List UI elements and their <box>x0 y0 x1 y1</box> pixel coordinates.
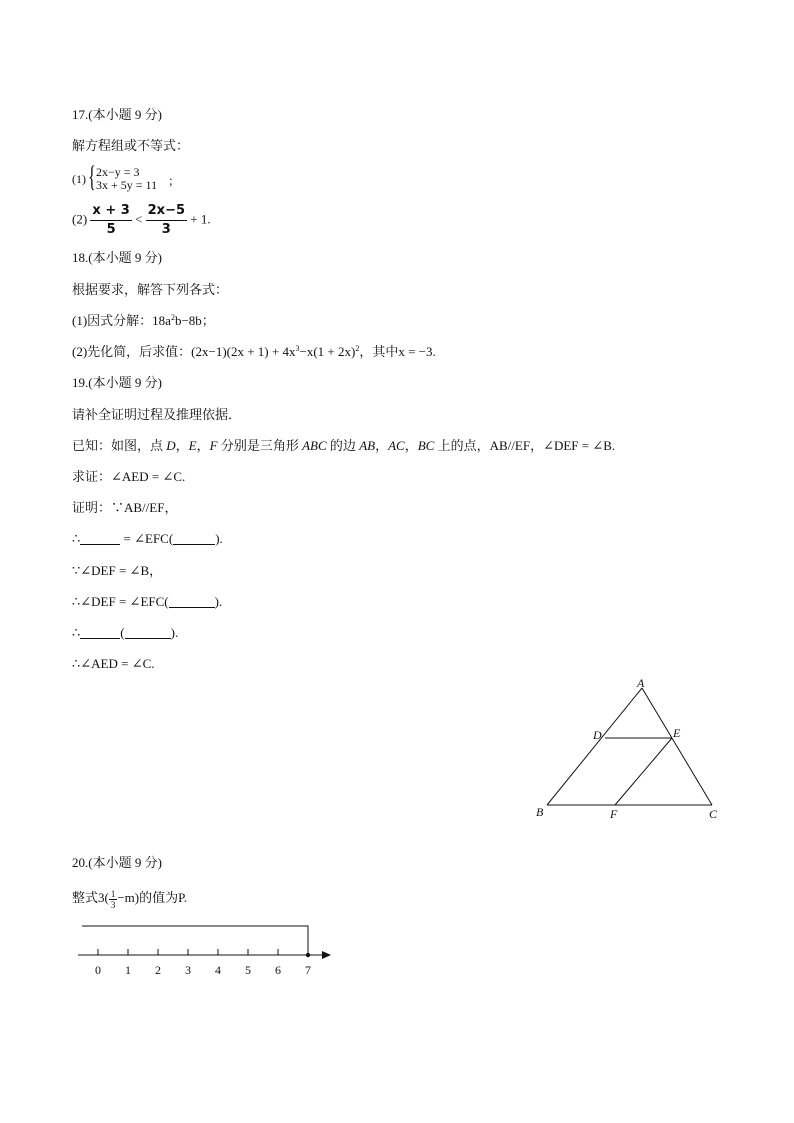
q20-text-a: 整式3( <box>72 890 109 905</box>
therefore-icon: ∴ <box>72 625 81 640</box>
q18-instruction: 根据要求，解答下列各式： <box>72 282 229 297</box>
q17-fraction-2-denominator: 3 <box>161 222 171 237</box>
q17-header: 17.(本小题 9 分) <box>72 107 162 122</box>
label-f: F <box>610 807 618 821</box>
segment-ef <box>615 738 672 805</box>
q17-inequality <box>72 202 211 239</box>
number-line-tick-label: 0 <box>95 963 101 977</box>
q19-step3-text: ∴∠DEF = ∠EFC( <box>72 594 169 609</box>
q20-text-b: −m)的值为P. <box>117 890 188 905</box>
q19-step1-text: = ∠EFC( <box>120 531 174 546</box>
q18-part2-exponent-2: 2 <box>355 344 360 353</box>
q20-fraction-numerator: 1 <box>110 888 116 899</box>
q19-prove: 求证：∠AED = ∠C. <box>72 469 186 484</box>
q17-eq2: 3x + 5y = 11 <box>96 178 158 192</box>
q19-given-comma: ， <box>175 438 189 453</box>
number-line-tick-label: 3 <box>185 963 191 977</box>
side-ac <box>642 688 712 805</box>
q19-given-text-b: 分别是三角形 <box>217 438 303 453</box>
q18-part1-text-a: (1)因式分解：18a <box>72 313 171 328</box>
label-b: B <box>536 805 544 819</box>
q19-given-side-ac: AC <box>388 438 405 453</box>
number-line-tick-label: 4 <box>215 963 221 977</box>
q19-given-side-ab: AB <box>359 438 376 453</box>
q19-step-5: ∴∠AED = ∠C. <box>72 656 155 671</box>
number-line-tick-label: 5 <box>245 963 251 977</box>
q20-text <box>72 888 187 910</box>
number-line-bracket <box>82 926 308 955</box>
q17-part2-label: (2) <box>72 211 88 227</box>
q17-fraction-1 <box>90 202 131 239</box>
q19-step-4 <box>72 625 178 641</box>
q19-given-triangle: ABC <box>302 438 327 453</box>
q17-fraction-1-denominator: 5 <box>106 222 116 237</box>
q19-step-1 <box>72 531 223 547</box>
side-ab <box>547 688 642 805</box>
q17-part1-end: ； <box>168 174 181 188</box>
q17-fraction-2 <box>146 202 187 239</box>
number-line-tick-label: 6 <box>275 963 281 977</box>
q20-fraction-denominator: 3 <box>110 899 116 910</box>
q19-step-3 <box>72 594 222 610</box>
q19-step4-open: ( <box>120 625 125 640</box>
q19-step4-end: ). <box>170 625 179 640</box>
triangle-figure <box>530 672 730 827</box>
q19-given-side-bc: BC <box>417 438 435 453</box>
q17-part2-tail: + 1. <box>190 211 211 227</box>
label-d: D <box>593 728 602 742</box>
number-line <box>70 918 340 983</box>
q18-part2-exponent-1: 3 <box>295 344 300 353</box>
q19-step1-end: ). <box>215 531 223 546</box>
q19-step1-blank-1[interactable] <box>80 532 120 545</box>
q19-proof-start: 证明：∵AB//EF， <box>72 500 178 515</box>
q19-step4-blank-2[interactable] <box>125 626 171 639</box>
q19-given-point-d: D <box>166 438 176 453</box>
q18-part2-text-c: ，其中x = −3. <box>359 344 436 359</box>
q19-given-text-c: 的边 <box>326 438 360 453</box>
q19-given-comma: ， <box>375 438 389 453</box>
q18-part1-exponent: 2 <box>170 313 175 322</box>
q17-eq1: 2x−y = 3 <box>96 165 140 179</box>
q17-instruction: 解方程组或不等式： <box>72 138 190 153</box>
q19-given-comma: ， <box>196 438 210 453</box>
q19-step1-blank-2[interactable] <box>173 532 215 545</box>
q19-given-comma: ， <box>404 438 418 453</box>
number-line-tick-label: 7 <box>305 963 311 977</box>
q18-header: 18.(本小题 9 分) <box>72 250 162 265</box>
q17-fraction-1-numerator: x + 3 <box>90 202 131 221</box>
q19-given-text-a: 已知：如图，点 <box>72 438 167 453</box>
q19-given-point-f: F <box>209 438 218 453</box>
therefore-icon: ∴ <box>72 531 81 546</box>
q19-step3-end: ). <box>214 594 223 609</box>
q18-part2 <box>72 344 436 360</box>
q19-step4-blank-1[interactable] <box>80 626 120 639</box>
q20-header: 20.(本小题 9 分) <box>72 855 162 870</box>
q18-part1-text-b: b−8b； <box>174 313 215 328</box>
label-a: A <box>637 676 645 690</box>
number-line-tick-label: 2 <box>155 963 161 977</box>
label-c: C <box>709 807 718 821</box>
q18-part2-text-a: (2)先化简，后求值：(2x−1)(2x + 1) + 4x <box>72 344 296 359</box>
q19-given <box>72 438 615 454</box>
q19-given-text-d: 上的点，AB//EF，∠DEF = ∠B. <box>434 438 616 453</box>
q19-instruction: 请补全证明过程及推理依据． <box>72 407 242 422</box>
q19-step3-blank[interactable] <box>169 595 215 608</box>
q19-step-2: ∵∠DEF = ∠B， <box>72 563 163 578</box>
q19-header: 19.(本小题 9 分) <box>72 375 162 390</box>
number-line-point <box>306 953 310 957</box>
label-e: E <box>673 726 681 740</box>
arrow-right-icon <box>322 951 331 959</box>
number-line-tick-label: 1 <box>125 963 131 977</box>
left-brace-icon: { <box>88 160 96 193</box>
q18-part2-text-b: −x(1 + 2x) <box>299 344 356 359</box>
q17-less-than: < <box>135 211 143 227</box>
q19-given-point-e: E <box>188 438 197 453</box>
q17-fraction-2-numerator: 2x−5 <box>146 202 187 221</box>
q18-part1 <box>72 313 215 329</box>
q17-part1-label: (1) <box>72 172 86 186</box>
